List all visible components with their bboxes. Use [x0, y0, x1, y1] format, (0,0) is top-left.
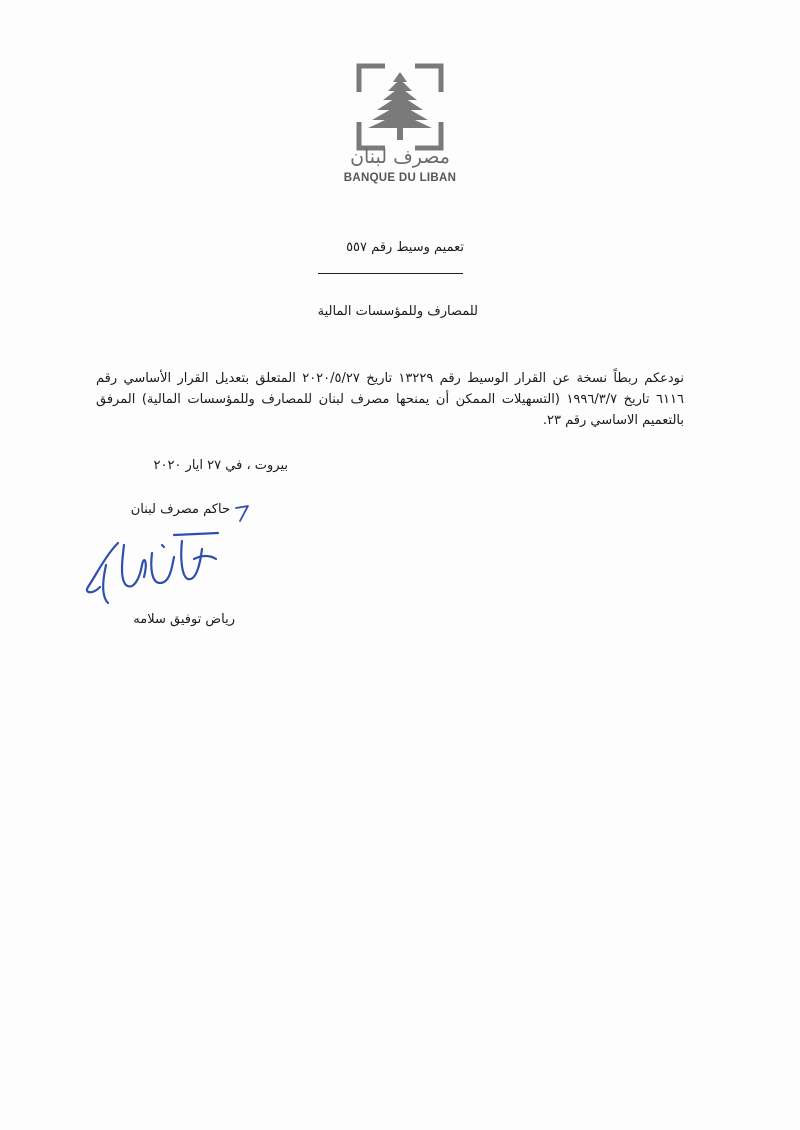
title-underline [318, 273, 463, 274]
logo-latin-name: BANQUE DU LIBAN [343, 172, 457, 184]
circular-title: تعميم وسيط رقم ٥٥٧ [346, 240, 464, 255]
place-and-date: بيروت ، في ٢٧ ايار ٢٠٢٠ [153, 458, 288, 473]
body-paragraph: نودعكم ربطاً نسخة عن القرار الوسيط رقم ١٣٢٢٩ تاريخ ٢٠٢٠/٥/٢٧ المتعلق بتعديل القرار الأساسي رقم ٦١١٦ تاريخ ١٩٩٦/٣/٧ (التسهيلات الممكن أن يمنحها مصرف لبنان للمصارف وللمؤسسات المالية) المرفق بالتعميم الاساسي رقم ٢٣. [96, 371, 685, 428]
governor-title: حاكم مصرف لبنان [130, 502, 230, 517]
signature-icon [78, 525, 228, 615]
logo-arabic-name: مصرف لبنان [350, 146, 450, 168]
cedar-logo-icon [355, 62, 445, 152]
addressee: للمصارف وللمؤسسات المالية [317, 304, 478, 319]
governor-name: رياض توفيق سلامه [133, 612, 235, 627]
pen-mark-icon [232, 502, 254, 528]
